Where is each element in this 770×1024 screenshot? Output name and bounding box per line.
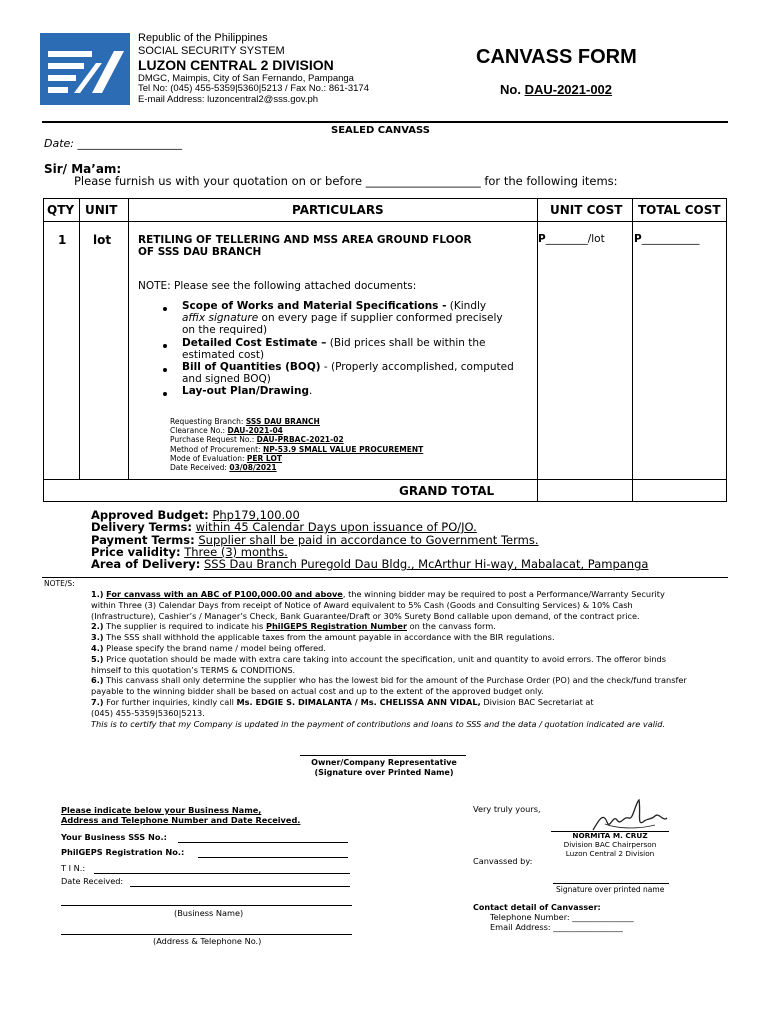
item-particulars-line2: OF SSS DAU BRANCH	[138, 246, 262, 258]
header-addr1: DMGC, Maimpis, City of San Fernando, Pampanga	[138, 73, 354, 84]
col-header-total-cost: TOTAL COST	[638, 203, 721, 217]
terms-block	[91, 509, 648, 570]
philgeps-label: PhilGEPS Registration No.:	[61, 847, 185, 857]
header-rule	[42, 121, 728, 123]
item-particulars-line1: RETILING OF TELLERING AND MSS AREA GROUND FLOOR	[138, 234, 472, 246]
business-name-field[interactable]	[61, 905, 352, 906]
intro-text: Please furnish us with your quotation on or before ____________________ for the following items:	[74, 174, 618, 188]
col-header-particulars: PARTICULARS	[292, 203, 384, 217]
term-area-delivery: Area of Delivery: SSS Dau Branch Puregold Dau Bldg., McArthur Hi-way, Mabalacat, Pampanga	[91, 557, 649, 572]
please-indicate: Please indicate below your Business Name, Address and Telephone Number and Date Received.	[61, 805, 301, 825]
col-header-unit-cost: UNIT COST	[550, 203, 623, 217]
signature-printed-name: Signature over printed name	[556, 885, 665, 894]
item-total-cost: P___________	[634, 233, 700, 245]
form-number	[500, 82, 612, 97]
philgeps-field[interactable]	[198, 857, 348, 858]
tin-field[interactable]	[94, 873, 350, 874]
contact-detail-label: Contact detail of Canvasser:	[473, 903, 601, 912]
bullet-icon	[163, 344, 167, 348]
term-delivery: Delivery Terms: within 45 Calendar Days upon issuance of PO/JO.	[91, 520, 477, 535]
reference-details: Requesting Branch: SSS DAU BRANCH Clearance No.: DAU-2021-04 Purchase Request No.: DAU-PRBAC-2021-02 Method of Procurement: NP-53.9 SMALL VALUE PROCUREMENT Mode of Evaluation: PER LOT Date Received: 03/08/2021	[170, 417, 424, 473]
date-received-label: Date Received:	[61, 876, 124, 886]
owner-signature-line	[300, 755, 466, 756]
header-org2: SOCIAL SECURITY SYSTEM	[138, 45, 285, 57]
sealed-canvass: SEALED CANVASS	[331, 125, 430, 136]
form-number-label: No.	[500, 82, 521, 97]
tin-label: T I N.:	[61, 863, 86, 873]
term-price-validity: Price validity: Three (3) months.	[91, 544, 288, 559]
owner-label: Owner/Company Representative (Signature over Printed Name)	[311, 758, 457, 777]
header-division: LUZON CENTRAL 2 DIVISION	[138, 57, 334, 73]
item-unit: lot	[93, 233, 112, 247]
very-truly-yours: Very truly yours,	[473, 804, 541, 814]
doc-item-layout: Lay-out Plan/Drawing.	[182, 385, 313, 397]
date-received-field[interactable]	[130, 886, 350, 887]
business-sss-label: Your Business SSS No.:	[61, 832, 167, 842]
header-addr2: Tel No: (045) 455-5359|5360|5213 / Fax No.: 861-3174	[138, 83, 369, 94]
signer-block: NORMITA M. CRUZ Division BAC Chairperson Luzon Central 2 Division	[563, 831, 657, 858]
term-payment: Payment Terms: Supplier shall be paid in accordance to Government Terms.	[91, 532, 539, 547]
salutation: Sir/ Ma’am:	[44, 162, 122, 176]
term-approved-budget: Approved Budget: Php179,100.00	[91, 508, 300, 522]
attached-docs-note: NOTE: Please see the following attached documents:	[138, 280, 417, 292]
canvasser-telephone: Telephone Number: _______________	[490, 912, 634, 922]
canvassed-by: Canvassed by:	[473, 856, 533, 866]
doc-item-scope: Scope of Works and Material Specifications - (Kindly affix signature on every page if supplier conformed precisely on the required)	[182, 300, 503, 336]
col-header-unit: UNIT	[85, 203, 118, 217]
bullet-icon	[163, 368, 167, 372]
address-phone-caption: (Address & Telephone No.)	[153, 936, 262, 946]
business-sss-field[interactable]	[178, 842, 348, 843]
form-number-value: DAU-2021-002	[524, 82, 613, 97]
doc-item-boq: Bill of Quantities (BOQ) - (Properly accomplished, computed and signed BOQ)	[182, 361, 514, 385]
canvasser-signature-line	[553, 883, 669, 884]
address-phone-field[interactable]	[61, 934, 352, 935]
canvasser-email: Email Address: _________________	[490, 922, 623, 932]
notes-block: 1.) For canvass with an ABC of P100,000.00 and above, the winning bidder may be required to post a Performance/Warranty Security within Three (3) Calendar Days from receipt of Notice of Award equivalent to 5% Cash (Goods and Consulting Services) & 10% Cash (Infrastructure), Cashier’s / Manager’s Check, Bank Guarantee/Draft or 30% Surety Bond callable upon demand, of the contract price. 2.) The supplier is required to indicate his PhilGEPS Registration Number on the canvass form. 3.) The SSS shall withhold the applicable taxes from the amount payable in accordance with the BIR regulations. 4.) Please specify the brand name / model being offered. 5.) Price quotation should be made with extra care taking into account the specification, unit and quantity to avoid errors. The offeror binds himself to this quotation’s TERMS & CONDITIONS. 6.) This canvass shall only determine the supplier who has the lowest bid for the amount of the Purchase Order (PO) and the check/fund transfer payable to the winning bidder shall be based on actual cost and up to the extent of the approved budget only. 7.) For further inquiries, kindly call Ms. EDGIE S. DIMALANTA / Ms. CHELISSA ANN VIDAL, Division BAC Secretariat at (045) 455-5359|5360|5213. This is to certify that my Company is updated in the payment of contributions and loans to SSS and the data / quotation indicated are valid.	[91, 589, 687, 729]
form-title: CANVASS FORM	[476, 46, 637, 68]
business-name-caption: (Business Name)	[174, 908, 244, 918]
bullet-icon	[163, 307, 167, 311]
sss-logo	[40, 33, 130, 105]
bullet-icon	[163, 392, 167, 396]
item-qty: 1	[58, 233, 67, 247]
notes-label: NOTE/S:	[44, 579, 75, 588]
date-line: Date: ___________________	[44, 137, 182, 150]
doc-item-cost-estimate: Detailed Cost Estimate – (Bid prices shall be within the estimated cost)	[182, 337, 486, 361]
header-addr3: E-mail Address: luzoncentral2@sss.gov.ph	[138, 94, 319, 105]
item-unit-cost: P________/lot	[538, 233, 605, 245]
header-org1: Republic of the Philippines	[138, 32, 268, 44]
notes-rule	[42, 577, 728, 578]
grand-total-label: GRAND TOTAL	[399, 484, 495, 498]
col-header-qty: QTY	[47, 203, 75, 217]
